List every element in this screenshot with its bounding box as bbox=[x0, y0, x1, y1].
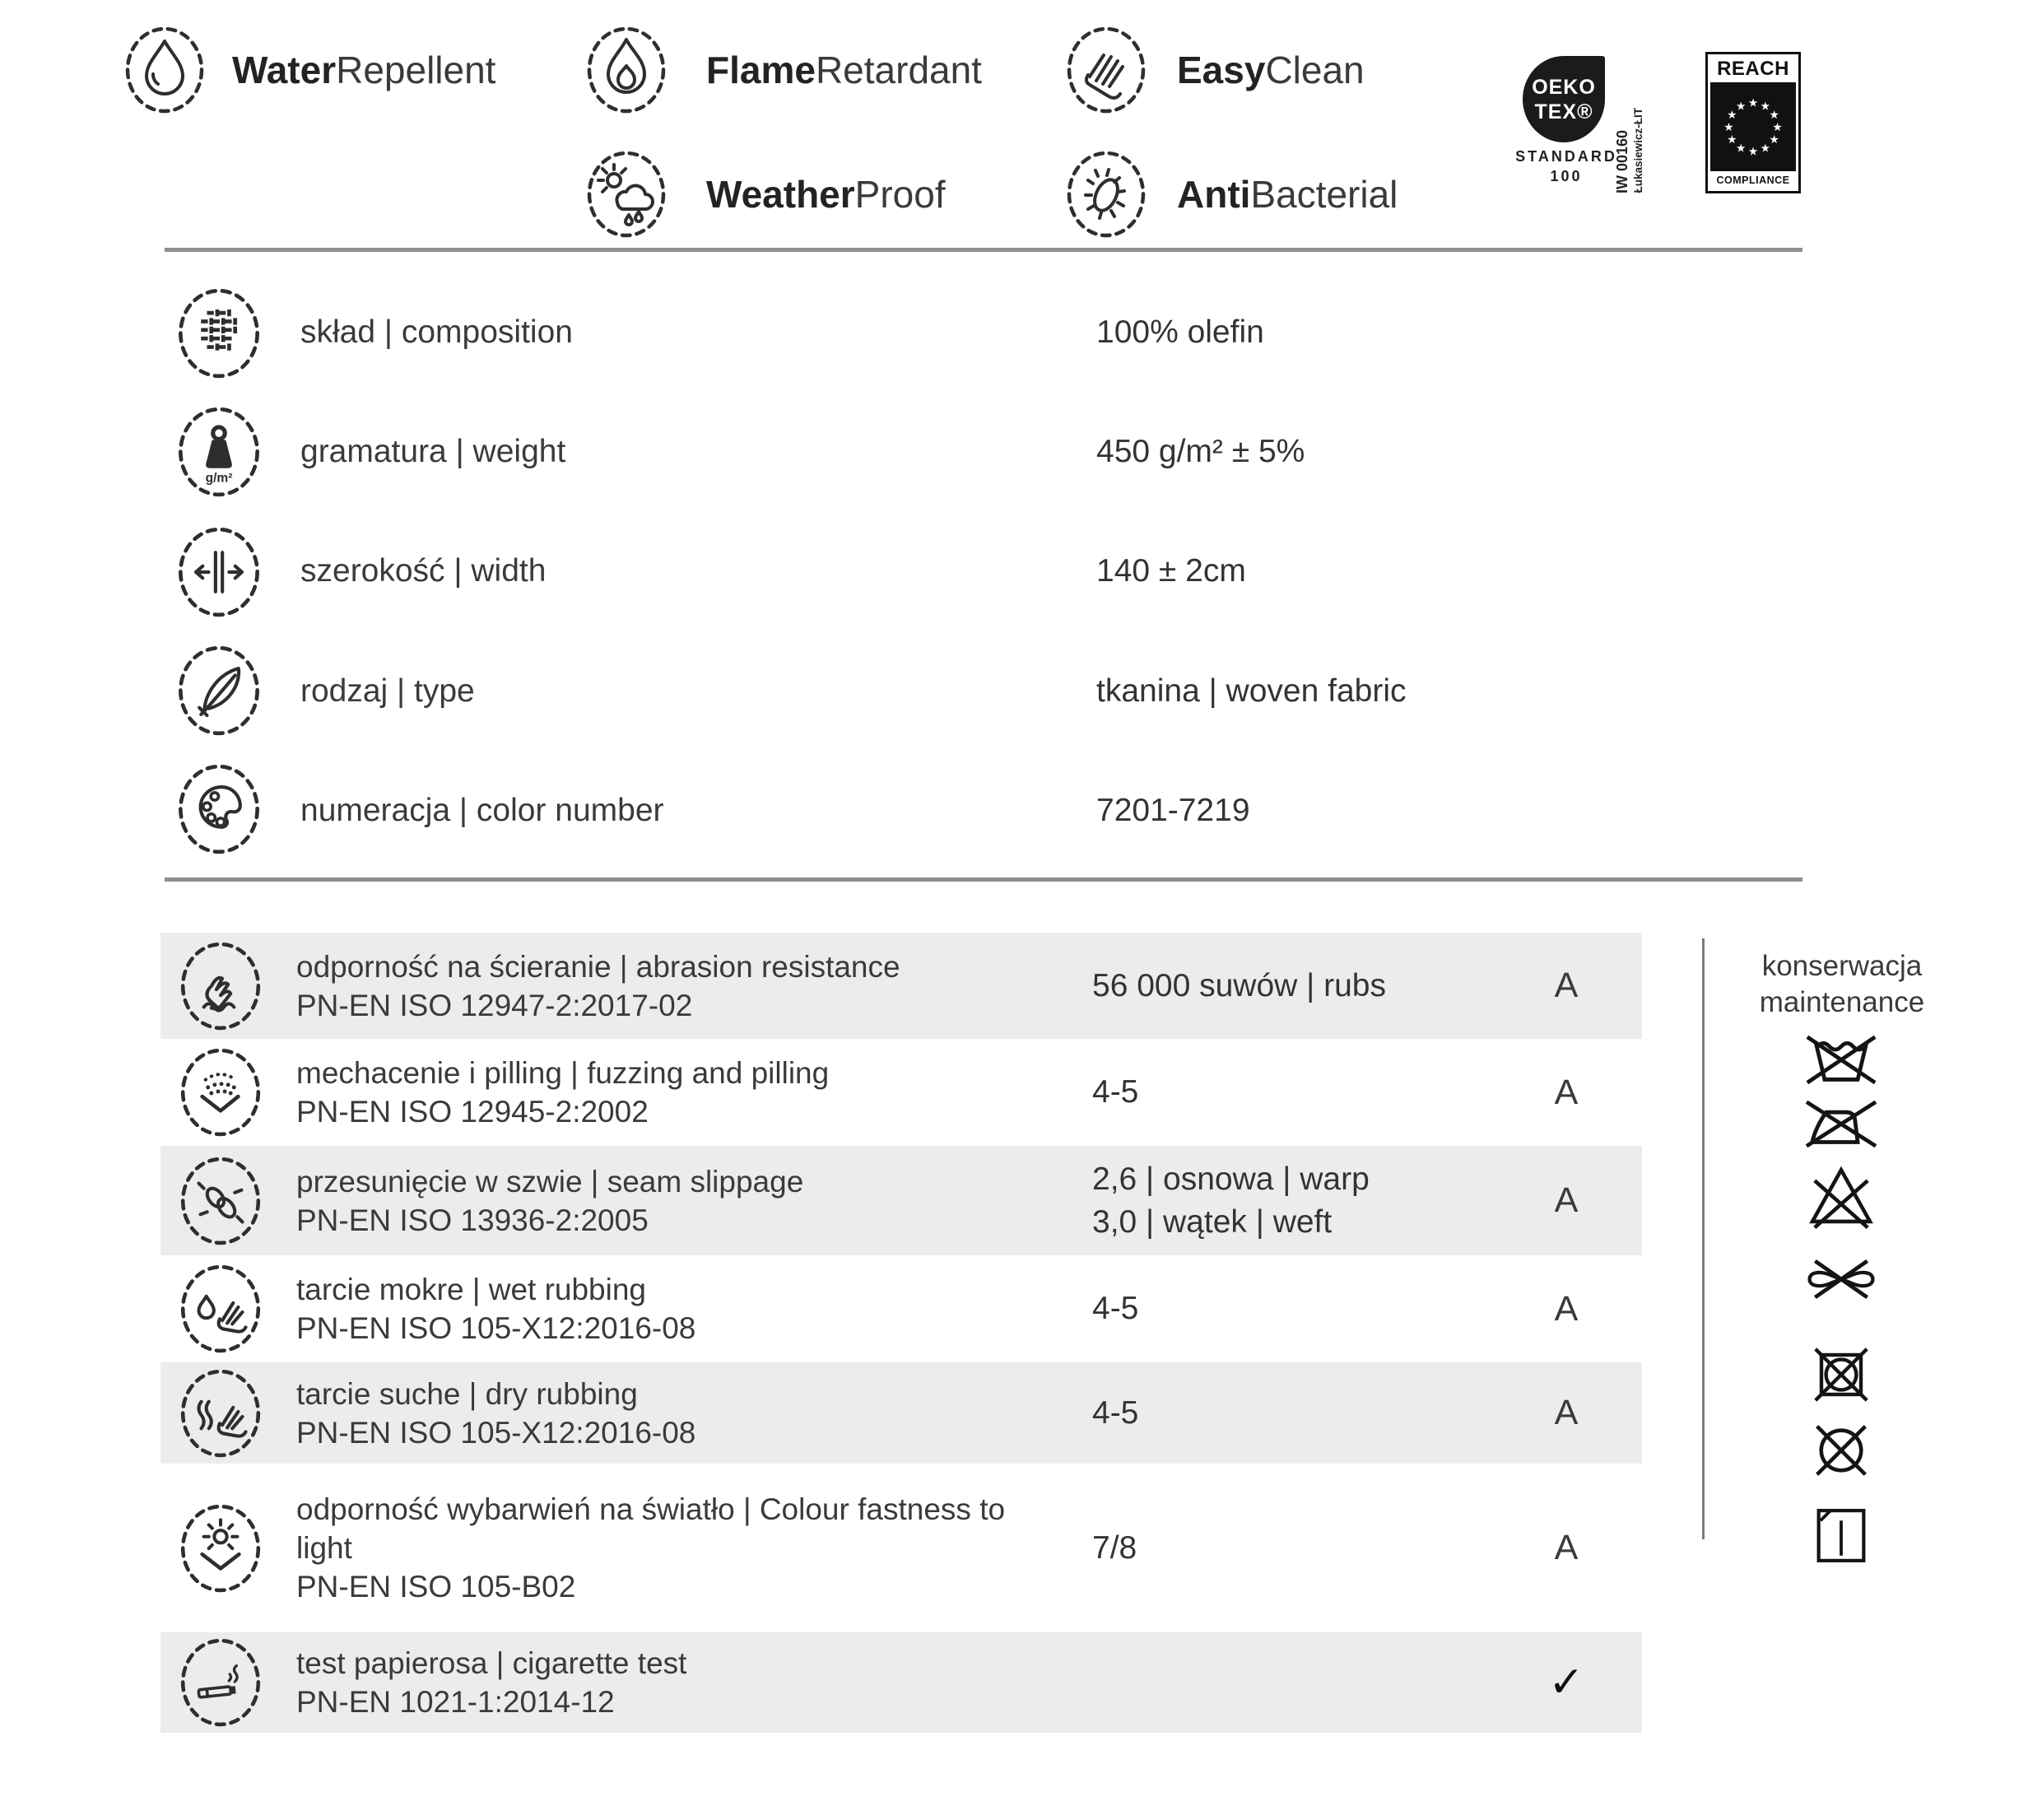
test-name: przesunięcie w szwie | seam slippage bbox=[296, 1164, 804, 1199]
divider-top bbox=[165, 248, 1802, 252]
water-drop-icon bbox=[123, 22, 206, 118]
divider-middle bbox=[165, 877, 1802, 882]
test-name: odporność na ścieranie | abrasion resistance bbox=[296, 949, 900, 984]
maintenance-title: konserwacja maintenance bbox=[1759, 950, 1925, 1018]
eu-stars-icon bbox=[1710, 82, 1796, 171]
prop-color-number-value: 7201-7219 bbox=[1096, 793, 1250, 828]
test-name: tarcie suche | dry rubbing bbox=[296, 1376, 638, 1411]
test-value: 7/8 bbox=[1092, 1529, 1137, 1566]
feature-flame-retardant bbox=[706, 25, 982, 115]
svg-text:★: ★ bbox=[1736, 100, 1747, 114]
test-grade: A bbox=[1554, 1288, 1579, 1329]
prop-weight-label: gramatura | weight bbox=[300, 434, 566, 469]
feature-label-bold: Anti bbox=[1177, 173, 1251, 216]
reach-footer: COMPLIANCE bbox=[1716, 175, 1790, 186]
oeko-line1: OEKO bbox=[1532, 75, 1596, 99]
fabric-weave-icon bbox=[176, 286, 262, 380]
table-row-abrasion bbox=[160, 933, 1642, 1039]
flame-icon bbox=[585, 22, 667, 118]
oeko-standard-label: STANDARD 100 bbox=[1515, 148, 1617, 184]
prop-composition-value: 100% olefin bbox=[1096, 314, 1264, 350]
svg-text:★: ★ bbox=[1760, 142, 1770, 156]
oeko-cert-number bbox=[1614, 49, 1644, 193]
feature-label-rest: Clean bbox=[1265, 49, 1365, 91]
oeko-institute: Łukasiewicz-ŁIT bbox=[1632, 108, 1644, 193]
feature-easy-clean bbox=[1177, 25, 1365, 115]
test-grade: A bbox=[1554, 1393, 1579, 1432]
prop-weight-value: 450 g/m² ± 5% bbox=[1096, 434, 1305, 469]
test-value: 56 000 suwów | rubs bbox=[1092, 967, 1386, 1003]
maintenance-divider bbox=[1702, 938, 1705, 1539]
bacteria-icon bbox=[1065, 147, 1147, 242]
test-value: 2,6 | osnowa | warp bbox=[1092, 1161, 1370, 1197]
feature-label-bold: Water bbox=[232, 49, 337, 91]
feature-label-rest: Proof bbox=[854, 173, 946, 216]
svg-text:★: ★ bbox=[1760, 100, 1770, 114]
oeko-tex-logo bbox=[1509, 49, 1644, 198]
test-norm: PN-EN ISO 12947-2:2017-02 bbox=[296, 988, 693, 1022]
feather-icon bbox=[176, 644, 262, 738]
pilling-icon bbox=[179, 1046, 263, 1138]
do-not-dry-clean-icon bbox=[1807, 1421, 1876, 1480]
sun-fabric-icon bbox=[179, 1502, 263, 1594]
do-not-tumble-dry-icon bbox=[1808, 1342, 1874, 1408]
do-not-wring-icon bbox=[1802, 1257, 1881, 1301]
test-norm: PN-EN ISO 105-B02 bbox=[296, 1570, 576, 1604]
test-grade: A bbox=[1554, 1528, 1579, 1567]
svg-text:★: ★ bbox=[1727, 109, 1737, 123]
prop-type-value: tkanina | woven fabric bbox=[1096, 673, 1407, 709]
feature-label-bold: Easy bbox=[1177, 49, 1266, 91]
table-row-dry-rubbing bbox=[160, 1362, 1642, 1464]
svg-text:★: ★ bbox=[1727, 133, 1737, 147]
prop-type-label: rodzaj | type bbox=[300, 673, 475, 709]
svg-text:★: ★ bbox=[1747, 145, 1759, 159]
feature-label-bold: Flame bbox=[706, 49, 816, 91]
test-name: mechacenie i pilling | fuzzing and pilling bbox=[296, 1056, 830, 1090]
oeko-line2: TEX® bbox=[1534, 100, 1593, 123]
test-value-line2: 3,0 | wątek | weft bbox=[1092, 1203, 1333, 1240]
test-norm: PN-EN ISO 13936-2:2005 bbox=[296, 1203, 649, 1237]
table-row-pilling bbox=[160, 1039, 1642, 1146]
test-grade: A bbox=[1554, 1180, 1579, 1220]
dry-rubbing-icon bbox=[179, 1367, 263, 1459]
table-row-wet-rubbing bbox=[160, 1255, 1642, 1362]
prop-composition-label: skład | composition bbox=[300, 314, 573, 350]
oeko-cert-id: IW 00160 bbox=[1614, 129, 1630, 193]
width-arrows-icon bbox=[176, 525, 262, 619]
test-value: 4-5 bbox=[1092, 1074, 1139, 1110]
prop-color-number-label: numeracja | color number bbox=[300, 793, 664, 828]
test-name: test papierosa | cigarette test bbox=[296, 1646, 687, 1680]
do-not-iron-icon bbox=[1802, 1098, 1881, 1150]
svg-text:★: ★ bbox=[1772, 121, 1783, 135]
test-norm: PN-EN 1021-1:2014-12 bbox=[296, 1685, 615, 1719]
test-name: tarcie mokre | wet rubbing bbox=[296, 1273, 647, 1306]
svg-text:★: ★ bbox=[1747, 96, 1759, 110]
oeko-tex-drop-icon bbox=[1523, 56, 1605, 142]
feature-weather-proof bbox=[706, 149, 946, 240]
test-norm: PN-EN ISO 105-X12:2016-08 bbox=[296, 1415, 696, 1450]
prop-width-label: szerokość | width bbox=[300, 553, 547, 589]
palette-icon bbox=[176, 762, 262, 856]
feature-label-bold: Weather bbox=[706, 173, 855, 216]
reach-title: REACH bbox=[1717, 58, 1789, 80]
test-value: 4-5 bbox=[1092, 1394, 1139, 1431]
test-norm: PN-EN ISO 105-X12:2016-08 bbox=[296, 1311, 696, 1345]
do-not-bleach-icon bbox=[1803, 1164, 1879, 1231]
do-not-wash-icon bbox=[1802, 1032, 1881, 1087]
test-value: 4-5 bbox=[1092, 1291, 1139, 1326]
svg-text:★: ★ bbox=[1769, 133, 1779, 147]
line-dry-in-shade-icon bbox=[1810, 1503, 1872, 1568]
svg-text:g/m²: g/m² bbox=[205, 471, 233, 486]
svg-text:★: ★ bbox=[1769, 109, 1779, 123]
test-grade: A bbox=[1554, 966, 1579, 1005]
reach-compliance-logo bbox=[1705, 52, 1801, 193]
svg-text:★: ★ bbox=[1736, 142, 1747, 156]
wiping-hand-icon bbox=[1065, 22, 1147, 118]
test-grade: A bbox=[1554, 1072, 1579, 1112]
table-row-seam-slippage bbox=[160, 1146, 1642, 1255]
weight-icon bbox=[176, 405, 262, 499]
table-row-cigarette-test bbox=[160, 1632, 1642, 1733]
feature-water-repellent bbox=[232, 25, 495, 115]
test-name: odporność wybarwień na światło | Colour fastness to light bbox=[296, 1492, 1006, 1565]
feature-label-rest: Retardant bbox=[815, 49, 982, 91]
prop-width-value: 140 ± 2cm bbox=[1096, 553, 1246, 589]
cigarette-icon bbox=[179, 1636, 263, 1729]
seam-chain-icon bbox=[179, 1155, 263, 1247]
sun-cloud-rain-icon bbox=[585, 147, 667, 242]
svg-text:★: ★ bbox=[1723, 121, 1734, 135]
abrasion-icon bbox=[179, 940, 263, 1032]
wet-rubbing-icon bbox=[179, 1263, 263, 1355]
test-grade-checkmark: ✓ bbox=[1548, 1659, 1584, 1706]
feature-label-rest: Bacterial bbox=[1250, 173, 1398, 216]
feature-label-rest: Repellent bbox=[336, 49, 496, 91]
test-norm: PN-EN ISO 12945-2:2002 bbox=[296, 1095, 649, 1129]
table-row-light-fastness bbox=[160, 1464, 1642, 1632]
feature-anti-bacterial bbox=[1177, 149, 1398, 240]
